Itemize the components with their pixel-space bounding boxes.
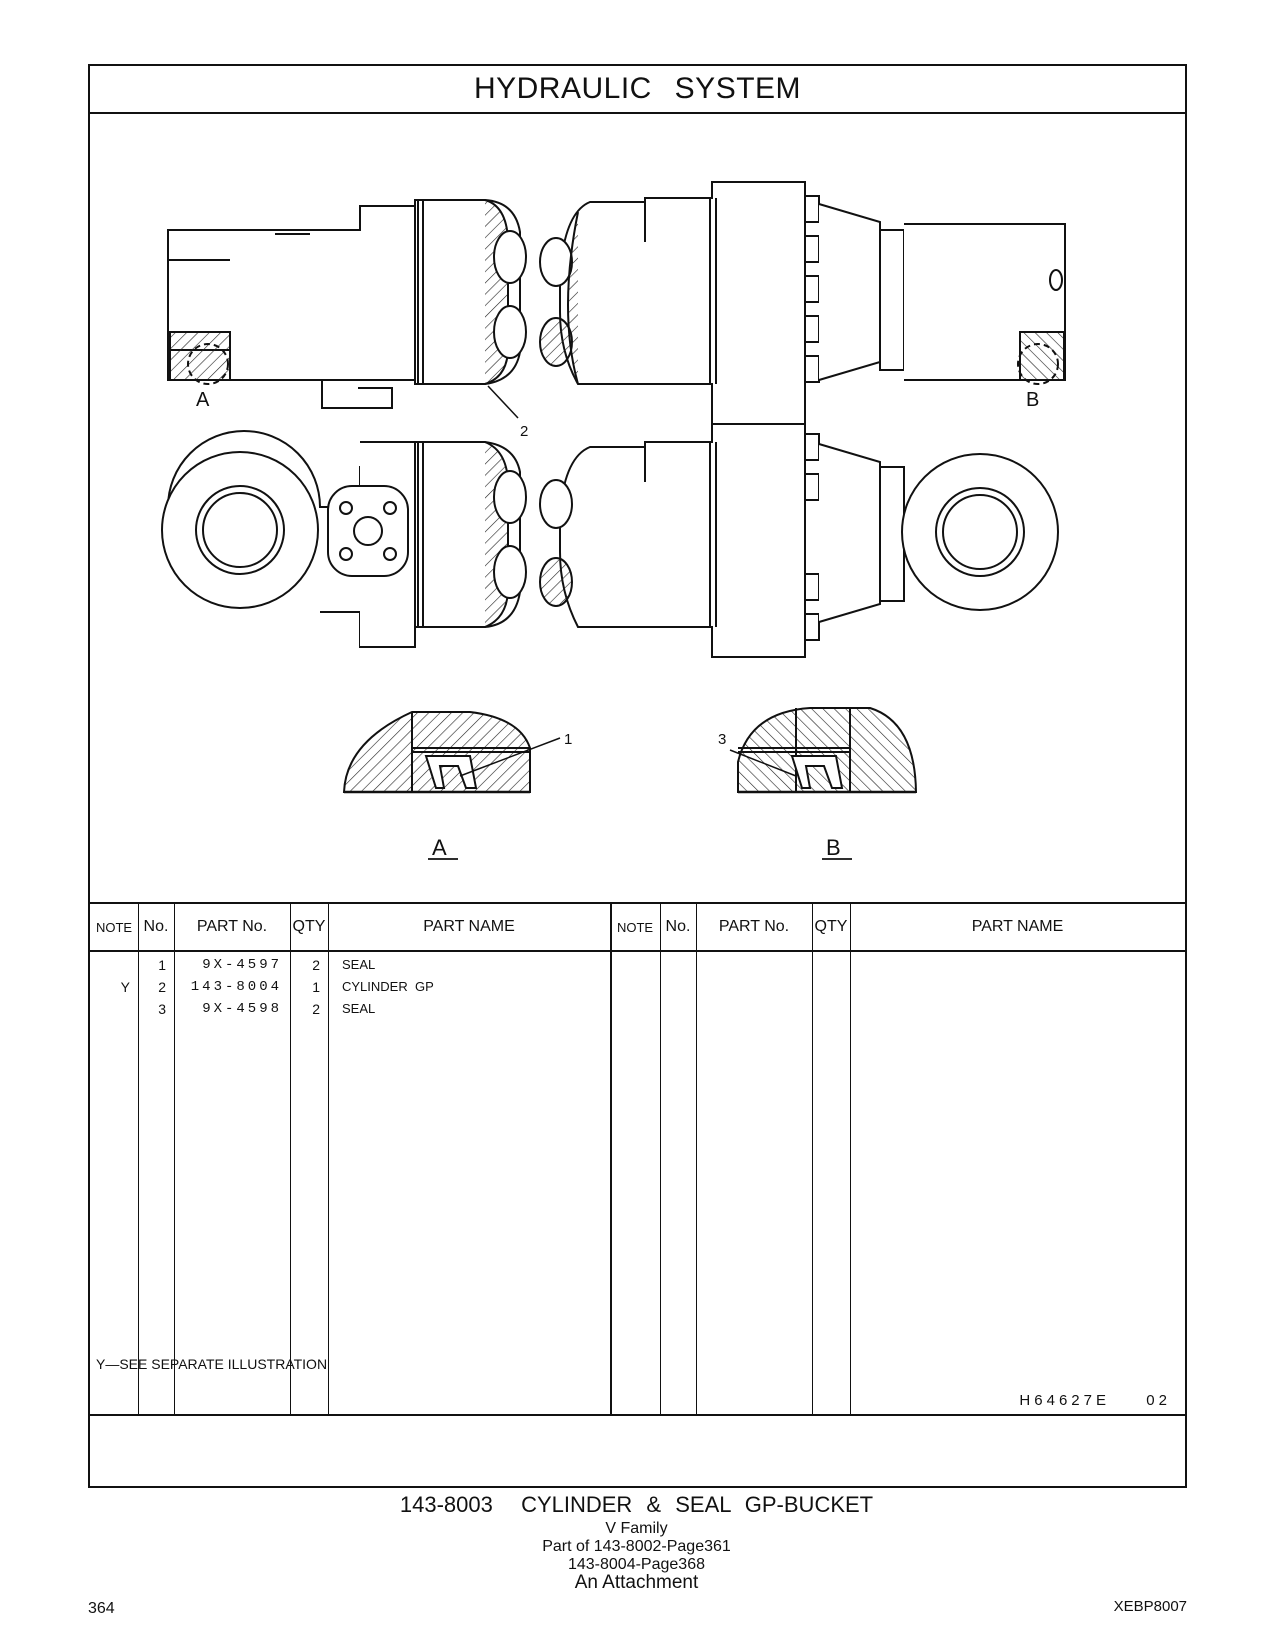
col-header-note: NOTE [95,919,133,935]
col-header-part-name: PART NAME [423,918,515,935]
col-header-no-2: No. [665,918,691,935]
col-header-note-2: NOTE [616,919,654,935]
col-divider [610,904,612,1414]
page-number: 364 [88,1600,115,1617]
drawing-code: H64627E 02 [1019,1392,1171,1409]
col-header-no: No. [143,918,169,935]
col-divider [328,904,329,1414]
row-qty: 1 [312,979,320,995]
footer-title: 143-8003 CYLINDER & SEAL GP-BUCKET [399,1492,874,1517]
col-divider [660,904,661,1414]
footer-family: V Family [605,1520,668,1537]
col-divider [850,904,851,1414]
row-qty: 2 [312,957,320,973]
callout-2: 2 [520,423,529,440]
header-rule [90,950,1185,952]
row-part-no: 143-8004 [190,979,282,995]
col-header-part-no-2: PART No. [718,918,790,935]
row-no: 1 [158,957,166,973]
row-part-no: 9X-4598 [202,1001,282,1017]
separate-illustration-note: Y—SEE SEPARATE ILLUSTRATION [96,1356,328,1372]
col-divider [696,904,697,1414]
col-divider [812,904,813,1414]
row-part-name: SEAL [342,957,376,972]
callout-1: 1 [564,731,573,748]
row-note [90,998,130,1020]
row-part-name: SEAL [342,1001,376,1016]
detail-label-b: B [826,835,841,860]
col-header-qty-2: QTY [814,918,848,935]
col-header-part-no: PART No. [196,918,268,935]
row-qty: 2 [312,1001,320,1017]
detail-marker-a: A [196,389,210,411]
row-no: 2 [158,979,166,995]
detail-label-a: A [432,835,447,860]
callout-3: 3 [718,731,727,748]
row-part-no: 9X-4597 [202,957,282,973]
parts-table [90,902,1185,1416]
footer-part-of-2: 143-8004-Page368 [567,1556,705,1573]
row-note [90,954,130,976]
row-no: 3 [158,1001,166,1017]
section-title: HYDRAULIC SYSTEM [90,66,1185,114]
col-header-part-name-2: PART NAME [971,918,1064,935]
footer-attachment: An Attachment [574,1572,699,1593]
page-frame [88,64,1187,1488]
document-id: XEBP8007 [1113,1598,1187,1615]
cylinder-illustration [90,112,1185,902]
detail-marker-b: B [1026,389,1040,411]
row-part-name: CYLINDER GP [342,979,434,994]
col-header-qty: QTY [292,918,326,935]
footer-part-of: Part of 143-8002-Page361 [542,1538,731,1555]
row-note: Y [120,979,130,995]
